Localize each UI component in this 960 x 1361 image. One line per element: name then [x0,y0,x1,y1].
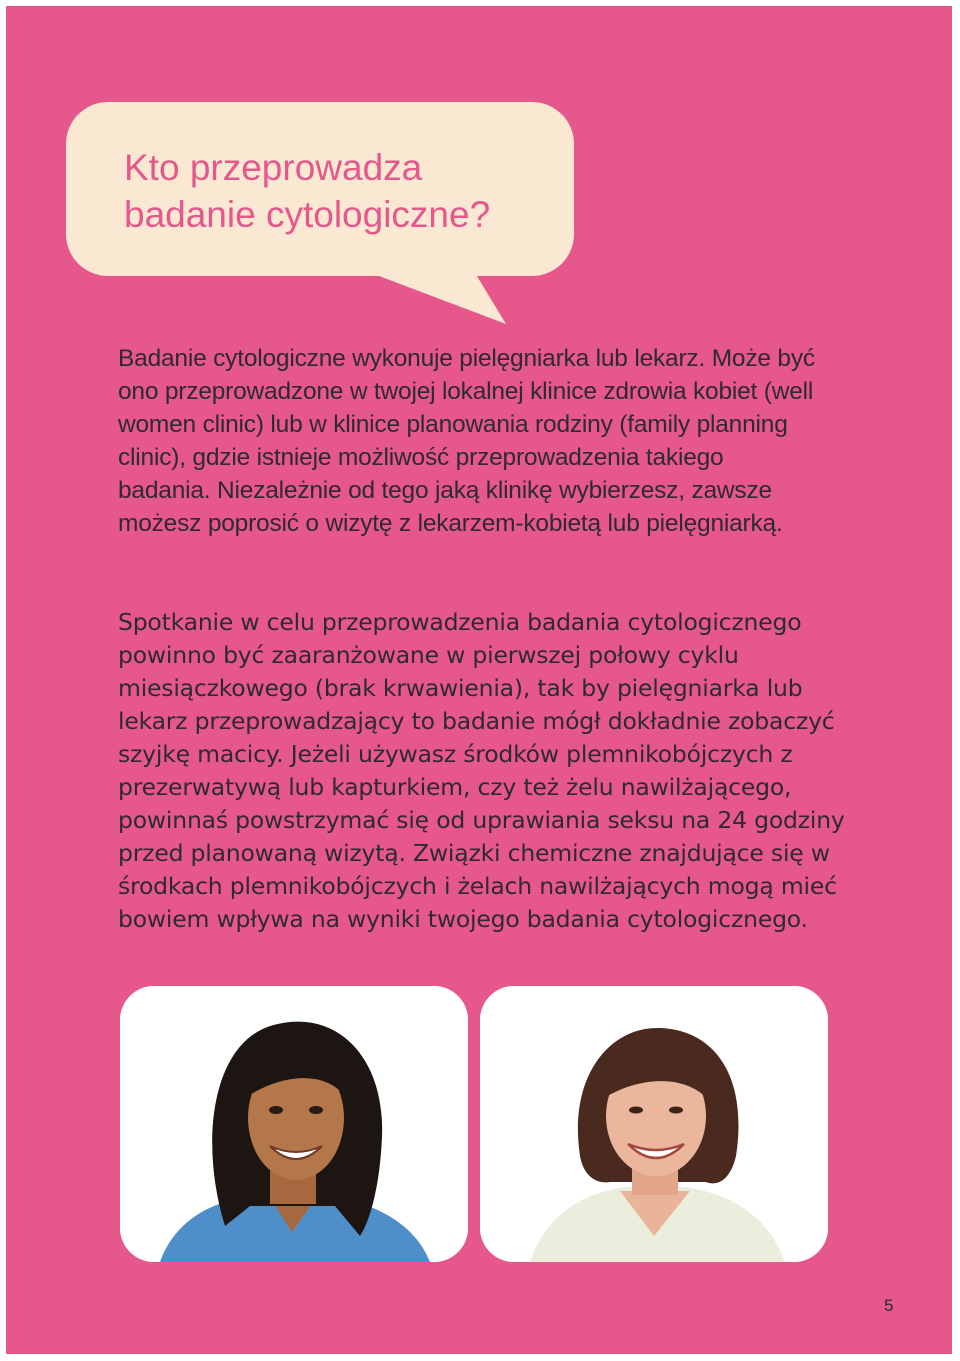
page-title [124,144,564,238]
paragraph-appointment-timing: Spotkanie w celu przeprowadzenia badania cytologicznego powinno być zaaranżowane w pierwszej połowy cyklu miesiączkowego (brak krwawienia), tak by pielęgniarka lub lekarz przeprowadzający to badanie mógł dokładnie zobaczyć szyjkę macicy. Jeżeli używasz środków plemnikobójczych z prezerwatywą lub kapturkiem, czy też żelu nawilżającego, powinnaś powstrzymać się od uprawiania seksu na 24 godziny przed planowaną wizytą. Związki chemiczne znajdujące się w środkach plemnikobójczych i żelach nawilżających mogą mieć bowiem wpływa na wyniki twojego badania cytologicznego. [118,608,845,933]
photo-older-woman [480,986,828,1262]
paragraph-who-performs: Badanie cytologiczne wykonuje pielęgniarka lub lekarz. Może być ono przeprowadzone w twojej lokalnej klinice zdrowia kobiet (well women clinic) lub w klinice planowania rodziny (family planning clinic), gdzie istnieje możliwość przeprowadzenia takiego badania. Niezależnie od tego jaką klinikę wybierzesz, zawsze możesz poprosić o wizytę z lekarzem-kobietą lub pielęgniarką. [118,345,815,537]
photo-young-woman [120,986,468,1262]
title-line-2: badanie cytologiczne? [124,194,491,235]
title-line-1: Kto przeprowadza [124,147,423,188]
page-number: 5 [884,1296,894,1315]
page-background [6,6,952,1354]
